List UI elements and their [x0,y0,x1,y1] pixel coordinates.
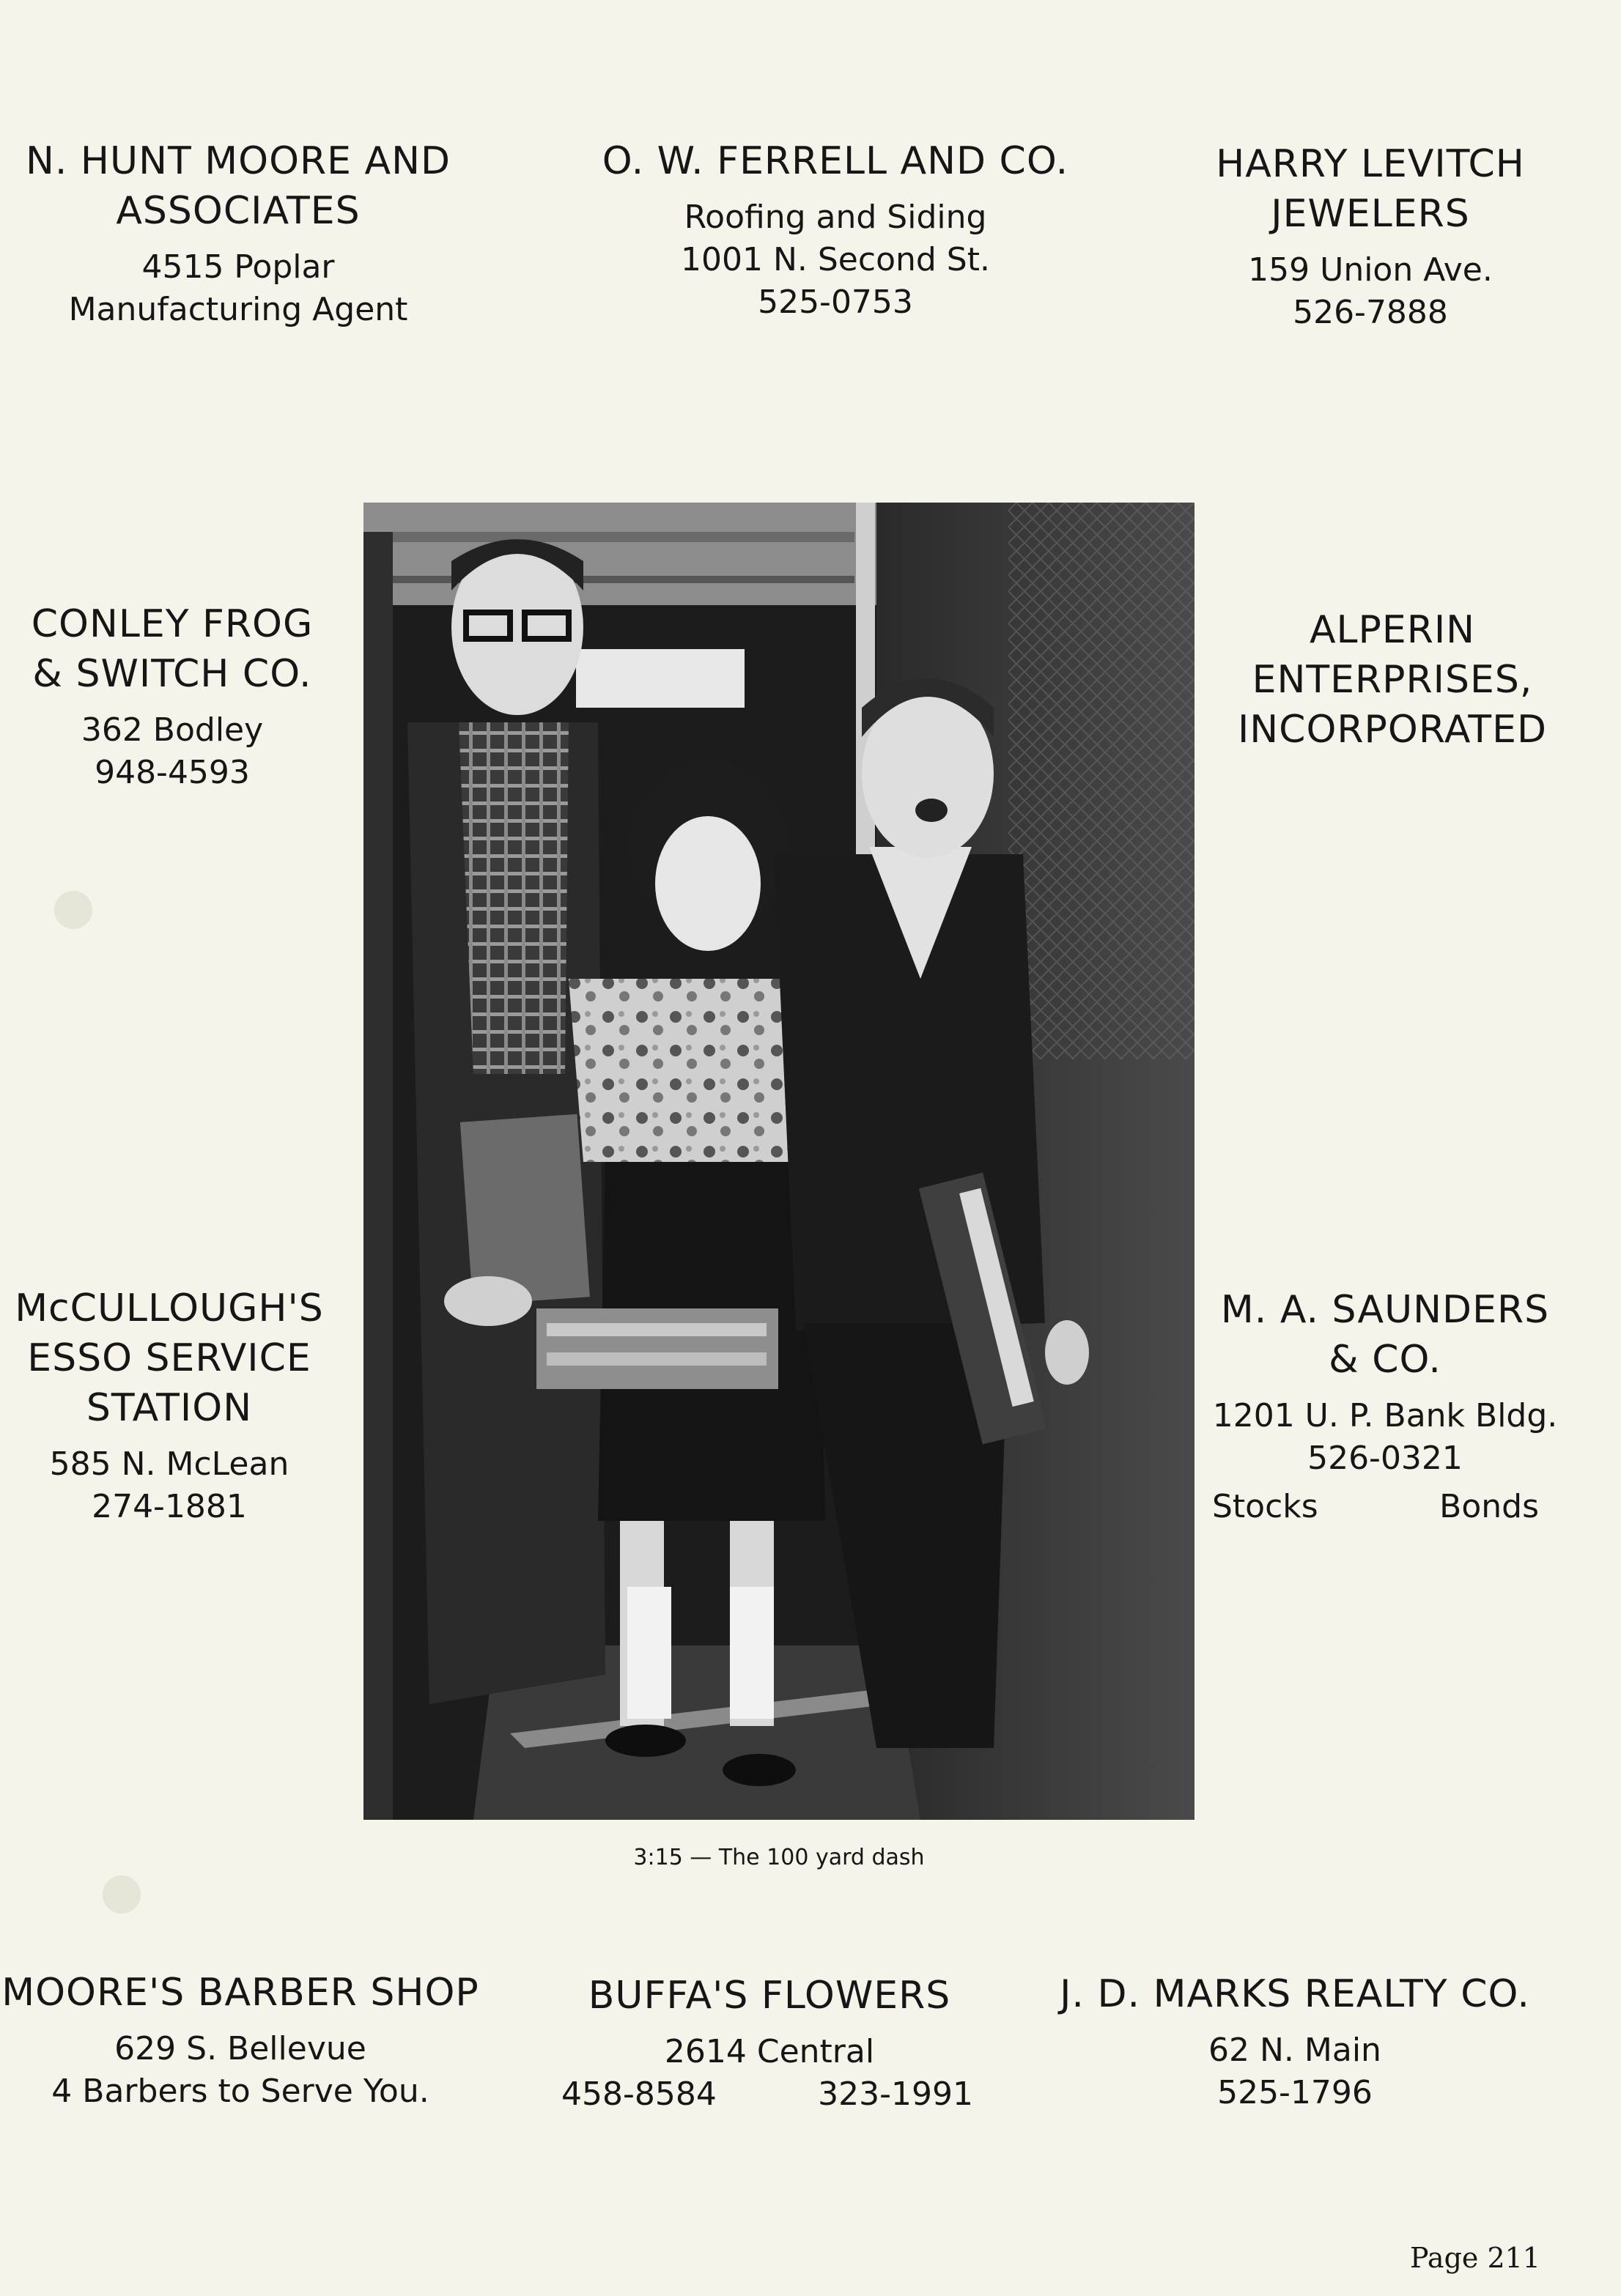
ad-name: ASSOCIATES [116,189,361,233]
ad-detail: Manufacturing Agent [68,291,408,328]
ad-name: CONLEY FROG [31,602,314,646]
ad-name: ESSO SERVICE [27,1336,311,1380]
ad-name: BUFFA'S FLOWERS [588,1974,951,2018]
ad-address: 4515 Poplar [141,248,335,286]
ad-saunders [1209,1285,1561,1528]
ad-address: 585 N. McLean [49,1445,289,1483]
ad-marks [1030,1969,1559,2114]
page-number: Page 211 [1410,2242,1540,2274]
photo [363,503,1194,1820]
ad-ferrell [564,136,1107,324]
ad-name: & CO. [1329,1338,1441,1382]
ad-name: McCULLOUGH'S [15,1286,324,1330]
ad-name: ALPERIN [1309,608,1476,652]
ad-phone: 323-1991 [818,2075,973,2113]
ad-detail: 4 Barbers to Serve You. [51,2073,429,2110]
ad-phone: 948-4593 [95,754,250,791]
ad-phone: 525-1796 [1217,2074,1373,2111]
ad-phone: 525-0753 [758,284,913,321]
ad-address: 629 S. Bellevue [114,2030,366,2067]
ad-service: Bonds [1439,1488,1539,1525]
ad-services [1209,1486,1561,1528]
ad-name: J. D. MARKS REALTY CO. [1060,1972,1530,2016]
ad-name: ENTERPRISES, [1252,658,1533,702]
ad-address: 362 Bodley [81,711,264,749]
ad-name: HARRY LEVITCH [1216,142,1525,186]
ad-phone: 274-1881 [92,1488,247,1525]
ad-phone: 526-7888 [1293,294,1448,331]
ad-address: 159 Union Ave. [1248,251,1493,289]
ad-address: 62 N. Main [1208,2032,1381,2069]
paper-smudge [54,891,92,929]
ad-name: N. HUNT MOORE AND [25,139,451,183]
ad-mccullough [0,1284,339,1528]
ad-name: JEWELERS [1271,192,1470,236]
ad-hunt-moore [0,136,476,331]
ad-name: INCORPORATED [1237,708,1548,752]
ad-name: O. W. FERRELL AND CO. [602,139,1069,183]
ad-phones [557,2073,982,2116]
photo-illustration [363,503,1194,1820]
ad-barber [0,1968,481,2113]
ad-conley [0,599,344,794]
ad-alperin [1224,605,1561,755]
ad-name: M. A. SAUNDERS [1220,1288,1550,1332]
photo-caption: 3:15 — The 100 yard dash [633,1845,925,1870]
ad-address: 2614 Central [664,2033,875,2070]
ad-levitch [1173,139,1568,334]
ad-name: MOORE'S BARBER SHOP [1,1971,479,2015]
ad-address: 1001 N. Second St. [681,241,990,278]
ad-name: & SWITCH CO. [32,652,312,696]
ad-phone: 458-8584 [561,2075,717,2113]
ad-address: 1201 U. P. Bank Bldg. [1212,1397,1558,1434]
paper-smudge [103,1875,141,1914]
ad-phone: 526-0321 [1307,1440,1463,1477]
ad-buffa [557,1971,982,2116]
ad-service: Stocks [1212,1488,1318,1525]
ad-name: STATION [86,1386,253,1430]
ad-detail: Roofing and Siding [684,199,987,236]
